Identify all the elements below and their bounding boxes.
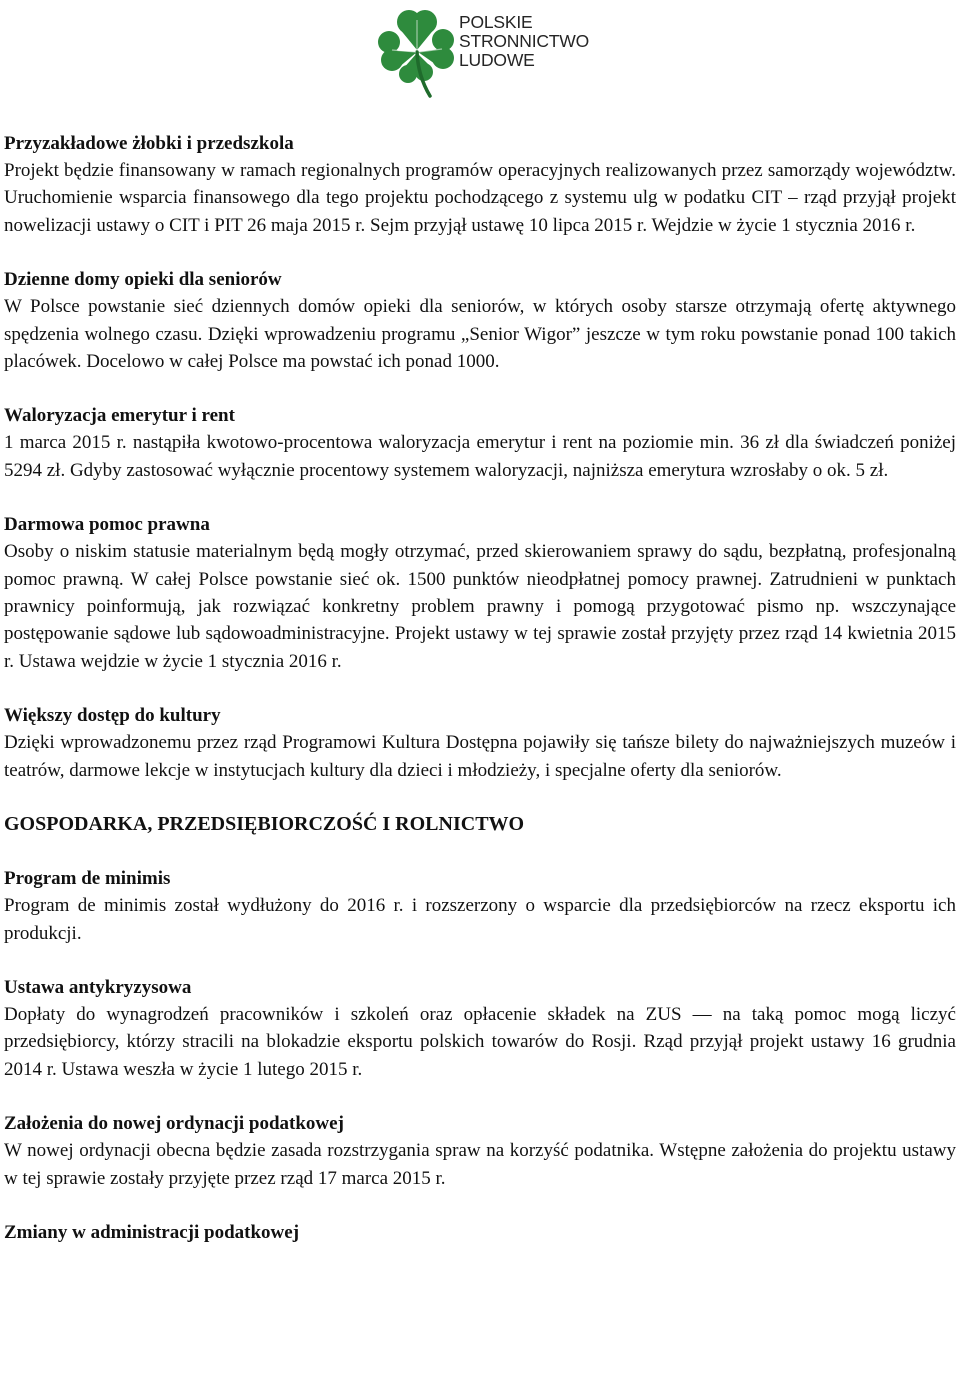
section-tax-ordinance (4, 1110, 956, 1192)
section-heading: Zmiany w administracji podatkowej (4, 1221, 300, 1243)
section-heading: Większy dostęp do kultury (4, 705, 221, 727)
chapter-heading: GOSPODARKA, PRZEDSIĘBIORCZOŚĆ I ROLNICTWO (4, 813, 525, 836)
section-body: Dopłaty do wynagrodzeń pracowników i szkoleń oraz opłacenie składek na ZUS — na taką pomoc mogą liczyć przedsiębiorcy, którzy stracili na blokadzie eksportu polskich towarów do Rosji. Rząd przyjął projekt ustawy 16 grudnia 2014 r. Ustawa weszła w życie 1 lutego 2015 r. (4, 1003, 956, 1080)
section-legal-aid (4, 511, 956, 675)
section-heading: Przyzakładowe żłobki i przedszkola (4, 133, 294, 154)
section-heading: Dzienne domy opieki dla seniorów (4, 269, 282, 291)
section-de-minimis (4, 865, 956, 947)
section-body: Projekt będzie finansowany w ramach regionalnych programów operacyjnych realizowanych przez samorządy województw. Uruchomienie wsparcia finansowego dla tego projektu pochodzącego z systemu ulg w podatku CIT – rząd przyjął projekt nowelizacji ustawy o CIT i PIT 26 maja 2015 r. Sejm przyjął ustawę 10 lipca 2015 r. Wejdzie w życie 1 stycznia 2016 r. (4, 160, 956, 236)
section-heading: Program de minimis (4, 868, 171, 890)
section-culture-access (4, 702, 956, 784)
section-heading: Waloryzacja emerytur i rent (4, 405, 235, 427)
section-body: Osoby o niskim statusie materialnym będą mogły otrzymać, przed skierowaniem sprawy do sądu, bezpłatną, profesjonalną pomoc prawną. W całej Polsce powstanie sieć ok. 1500 punktów nieodpłatnej pomocy prawnej. Zatrudnieni w punktach prawnicy poinformują, jak rozwiązać konkretny problem prawny i pomogą przygotować pismo np. wszczynające postępowanie sądowe lub sądowoadministracyjne. Projekt ustawy w tej sprawie został przyjęty przez rząd 14 kwietnia 2015 r. Ustawa wejdzie w życie 1 stycznia 2016 r. (4, 541, 956, 672)
section-pension-indexation (4, 402, 956, 484)
logo-line-2: STRONNICTWO (459, 31, 590, 51)
section-body: 1 marca 2015 r. nastąpiła kwotowo-procentowa waloryzacja emerytur i rent na poziomie min. 36 zł dla świadczeń poniżej 5294 zł. Gdyby zastosować wyłącznie procentowy systemem waloryzacji, najniższa emerytura wzrosłaby o ok. 5 zł. (4, 432, 956, 481)
section-body: W nowej ordynacji obecna będzie zasada rozstrzygania spraw na korzyść podatnika. Wstępne założenia do projektu ustawy w tej sprawie zostały przyjęte przez rząd 17 marca 2015 r. (4, 1140, 956, 1189)
section-body: W Polsce powstanie sieć dziennych domów opieki dla seniorów, w których osoby starsze otrzymają ofertę aktywnego spędzenia wolnego czasu. Dzięki wprowadzeniu programu „Senior Wigor” jeszcze w tym roku powstanie ponad 100 takich placówek. Docelowo w całej Polsce ma powstać ich ponad 1000. (4, 296, 956, 373)
section-nurseries (4, 130, 956, 239)
party-logo (378, 6, 598, 98)
section-tax-administration (4, 1219, 956, 1246)
logo-line-3: LUDOWE (459, 50, 535, 70)
section-body: Program de minimis został wydłużony do 2016 r. i rozszerzony o wsparcie dla przedsiębiorców na rzecz eksportu ich produkcji. (4, 895, 956, 944)
section-senior-care (4, 266, 956, 375)
logo-line-1: POLSKIE (459, 12, 533, 32)
document-content (4, 130, 956, 1273)
page-header (0, 0, 960, 110)
section-anti-crisis-act (4, 974, 956, 1083)
shamrock-icon (378, 6, 458, 98)
section-heading: Darmowa pomoc prawna (4, 514, 210, 536)
logo-wordmark (459, 13, 589, 70)
section-heading: Ustawa antykryzysowa (4, 976, 192, 998)
section-heading: Założenia do nowej ordynacji podatkowej (4, 1113, 344, 1135)
section-body: Dzięki wprowadzonemu przez rząd Programowi Kultura Dostępna pojawiły się tańsze bilety do najważniejszych muzeów i teatrów, darmowe lekcje w instytucjach kultury dla dzieci i młodzieży, i specjalne oferty dla seniorów. (4, 732, 956, 781)
